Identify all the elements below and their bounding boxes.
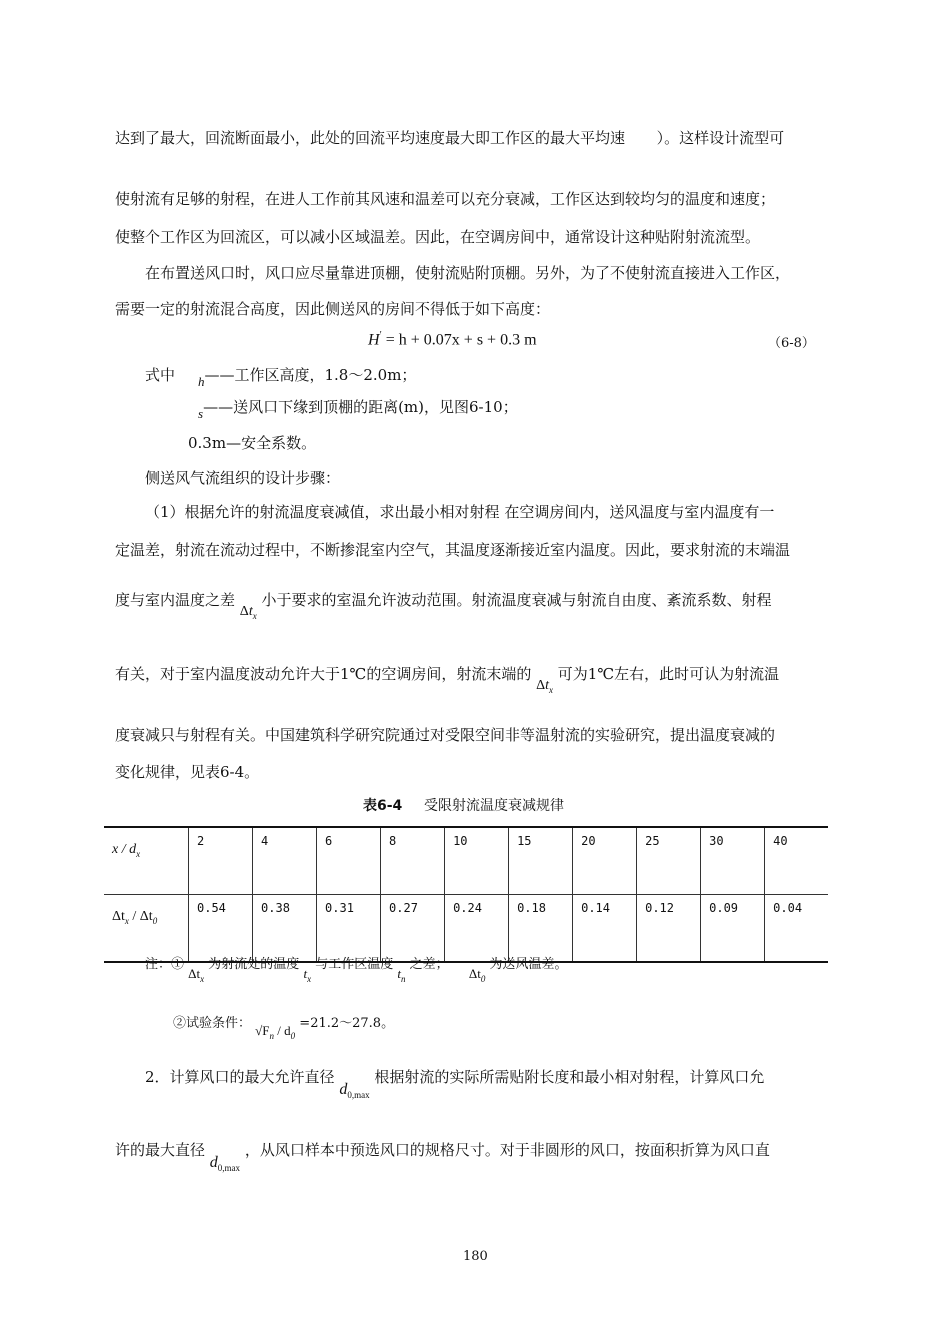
caption-number: 表6-4 [363,798,403,814]
table-cell: 10 [445,827,509,895]
table-caption [363,795,564,815]
symbol: Δt [468,966,481,981]
table-cell: 20 [573,827,637,895]
text-span: 达到了最大，回流断面最小，此处的回流平均速度最大即工作区的最大平均速 [115,129,626,147]
paragraph-line: 需要一定的射流混合高度，因此侧送风的房间不得低于如下高度： [115,300,551,318]
table-cell: 40 [765,827,828,895]
text-span: 为送风温差。 [489,957,568,972]
text-span: ——送风口下缘到顶棚的距离(m)，见图6-10； [203,398,518,416]
paragraph-line: 定温差，射流在流动过程中，不断掺混室内空气，其温度逐渐接近室内温度。因此，要求射流的末端温 [115,541,791,559]
table-cell: 4 [253,827,317,895]
delta-t0 [468,966,486,984]
caption-text: 受限射流温度衰减规律 [424,798,565,814]
definition-safety: 0.3m—安全系数。 [188,434,317,452]
steps-heading: 侧送风气流组织的设计步骤： [145,469,341,487]
label-sub: 0 [152,916,158,926]
text-span: 可为1℃左右，此时可认为射流温 [557,665,780,683]
text-span: 2．计算风口的最大允许直径 [145,1068,335,1086]
table-cell: 0.18 [509,895,573,963]
symbol-sub: 0,max [217,1163,241,1173]
symbol: d [339,1081,348,1098]
delta-tx [188,966,205,984]
symbol-sub: n [400,974,406,984]
symbol-h: h [198,374,205,389]
formula-6-8 [368,330,537,349]
row-label-x-dx [104,827,189,895]
paragraph-line: （1）根据允许的射流温度衰减值，求出最小相对射程 在空调房间内，送风温度与室内温度有一 [145,503,775,521]
text-span: 度与室内温度之差 [115,591,236,609]
d0max-symbol [339,1081,369,1098]
table-cell: 6 [317,827,381,895]
paragraph-line [115,663,780,695]
text-span: =21.2～27.8。 [299,1016,395,1031]
label-text: x / d [112,842,137,857]
symbol-sub: 0 [290,1031,296,1041]
paragraph-line: 变化规律，见表6-4。 [115,763,260,781]
definition-intro: 式中 [145,366,176,384]
symbol-sub: 0 [480,974,486,984]
table-row [104,827,828,895]
table-cell: 8 [381,827,445,895]
table-cell: 0.09 [701,895,765,963]
symbol: √F [255,1023,270,1038]
symbol: Δt [188,966,201,981]
symbol-sub: x [307,974,312,984]
label-sub: x [136,849,141,859]
symbol-s: s [198,406,204,421]
paragraph-line: 使整个工作区为回流区，可以减小区域温差。因此，在空调房间中，通常设计这种贴附射流流型。 [115,228,761,246]
formula-rhs: = h + 0.07x + s + 0.3 m [385,331,537,349]
symbol: / d [274,1023,291,1038]
paragraph-line: 使射流有足够的射程，在进人工作前其风速和温差可以充分衰减，工作区达到较均匀的温度和速度； [115,190,776,208]
page-number: 180 [463,1249,488,1264]
formula-prime: ′ [379,330,382,341]
paragraph-line [115,589,772,621]
symbol-tx [303,966,312,984]
note-2 [173,1012,395,1041]
paragraph-line: 在布置送风口时，风口应尽量靠进顶棚，使射流贴附顶棚。另外，为了不使射流直接进入工作区， [145,264,791,282]
d0max-symbol [210,1154,240,1171]
table-cell: 0.54 [189,895,253,963]
formula-number: （6-8） [768,336,815,351]
text-span: 与工作区温度 [315,957,394,972]
label-text: / Δt [128,909,153,924]
table-cell: 0.12 [637,895,701,963]
delta-tx: $\Delta t_x$ [239,604,257,621]
label-text: Δt [112,909,125,924]
delta-tx: $\Delta t_x$ [536,678,554,695]
symbol-sub: n [269,1031,275,1041]
note-1 [145,953,568,984]
text-span: 之差； [409,957,449,972]
definition-s [198,396,518,421]
table-cell: 0.31 [317,895,381,963]
text-span: 根据射流的实际所需贴附长度和最小相对射程，计算风口允 [374,1068,765,1086]
symbol-sub: 0,max [347,1090,370,1100]
text-span: ）。这样设计流型可 [656,129,785,147]
symbol: t [303,966,308,981]
paragraph-line [145,1066,765,1100]
symbol: d [209,1154,218,1171]
text-span: ——工作区高度，1.8～2.0m； [204,366,417,384]
table-cell: 30 [701,827,765,895]
text-span: 小于要求的室温允许波动范围。射流温度衰减与射流自由度、紊流系数、射程 [261,591,772,609]
symbol-sub: x [200,974,205,984]
table-cell: 0.27 [381,895,445,963]
formula-lhs: H [368,331,380,349]
row-label-dtx-dt0 [104,895,189,963]
text-span: 有关，对于室内温度波动允许大于1℃的空调房间，射流末端的 [115,665,532,683]
table-cell: 0.24 [445,895,509,963]
symbol: t [397,966,401,981]
text-span: 为射流处的温度 [208,957,300,972]
text-span: 注：① [145,957,185,972]
text-span: ②试验条件： [173,1016,252,1031]
table-cell: 15 [509,827,573,895]
table-cell: 2 [189,827,253,895]
sqrt-formula [255,1023,296,1041]
table-row [104,895,828,963]
definition-h [198,364,417,389]
table-cell: 0.38 [253,895,317,963]
paragraph-line: 度衰减只与射程有关。中国建筑科学研究院通过对受限空间非等温射流的实验研究，提出温度衰减的 [115,726,776,744]
label-sub: x [124,916,129,926]
table-cell: 0.14 [573,895,637,963]
table-cell: 0.04 [765,895,828,963]
text-span: 许的最大直径 [115,1141,206,1159]
table-cell: 25 [637,827,701,895]
symbol-tn [397,966,406,984]
paragraph-line [115,1139,770,1173]
text-span: ，从风口样本中预选风口的规格尺寸。对于非圆形的风口，按面积折算为风口直 [244,1141,770,1159]
table-6-4 [104,826,828,963]
paragraph-line [115,127,784,148]
